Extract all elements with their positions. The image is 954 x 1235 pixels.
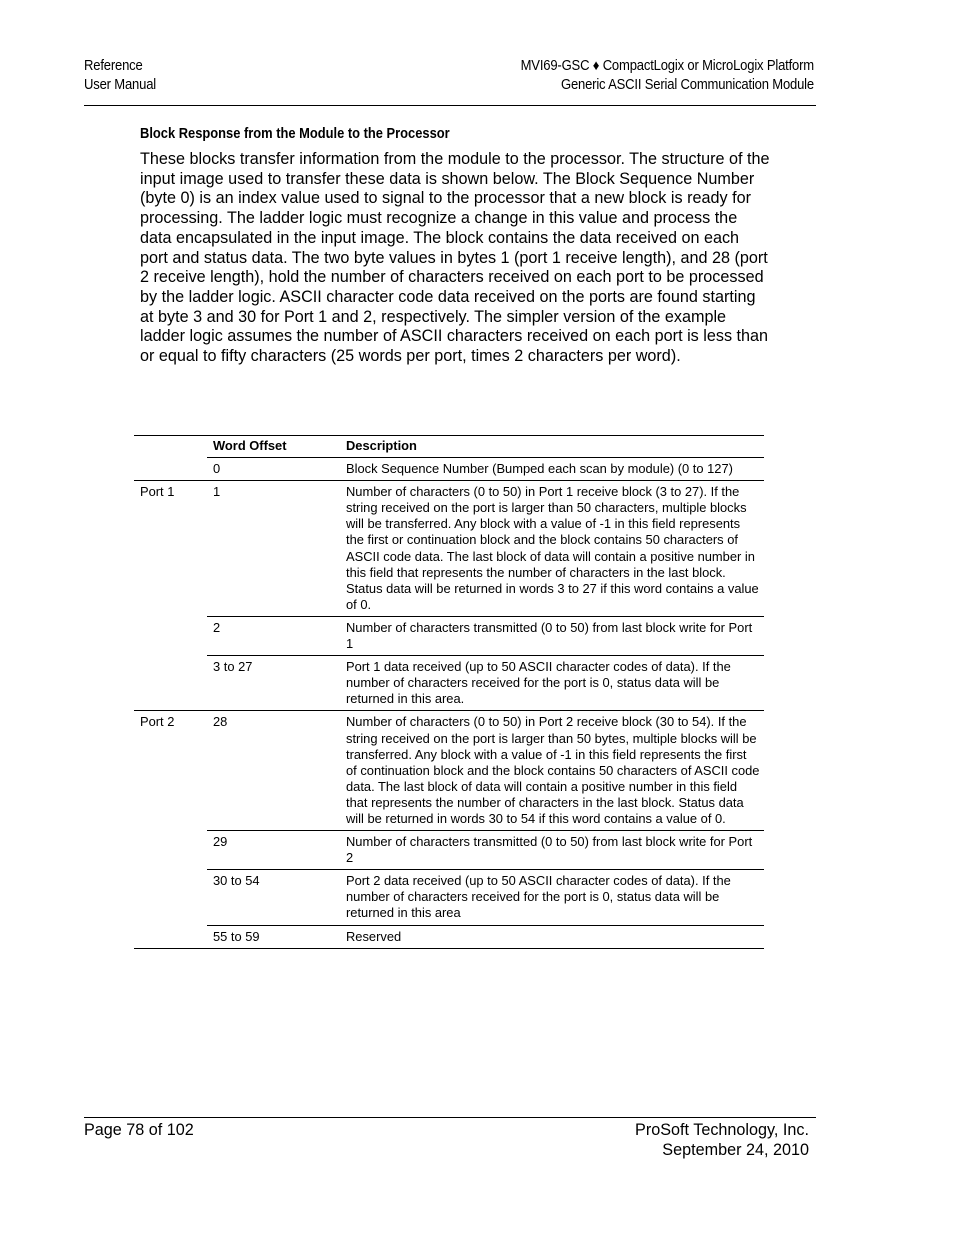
row-offset: 30 to 54 <box>207 870 340 925</box>
section-title: Block Response from the Module to the Processor <box>140 125 450 142</box>
header-product-title: MVI69-GSC ♦ CompactLogix or MicroLogix Platform <box>520 58 814 74</box>
header-word-offset: Word Offset <box>207 436 340 458</box>
row-group <box>134 831 207 870</box>
table-row <box>134 458 764 481</box>
row-offset: 3 to 27 <box>207 656 340 711</box>
row-description: Number of characters (0 to 50) in Port 2 receive block (30 to 54). If the string received on the port is larger than 50 bytes, multiple blocks will be transferred. Any block with a value of -1 in this field represents the first of continuation block and the block contains 50 characters of ASCII code data. The last block of data will contain a positive number in this field that represents the number of characters in the last block. Status data will be returned in words 30 to 54 if this word contains a value of 0. <box>340 711 764 831</box>
table-row <box>134 656 764 711</box>
row-offset: 2 <box>207 616 340 655</box>
page-number: Page 78 of 102 <box>84 1121 194 1139</box>
row-group <box>134 656 207 711</box>
row-description: Number of characters transmitted (0 to 50) from last block write for Port 2 <box>340 831 764 870</box>
row-description: Port 1 data received (up to 50 ASCII character codes of data). If the number of characters received for the port is 0, status data will be returned in this area. <box>340 656 764 711</box>
row-offset: 28 <box>207 711 340 831</box>
intro-paragraph: These blocks transfer information from the module to the processor. The structure of the input image used to transfer these data is shown below. The Block Sequence Number (byte 0) is an index value used to signal to the processor that a new block is ready for processing. The ladder logic must recognize a change in this value and process the data encapsulated in the input image. The block contains the data received on each port and status data. The two byte values in bytes 1 (port 1 receive length), and 28 (port 2 receive length), hold the number of characters received on each port to be processed by the ladder logic. ASCII character code data received on the ports are found starting at byte 3 and 30 for Port 1 and 2, respectively. The simpler version of the example ladder logic assumes the number of ASCII characters received on each port is less than or equal to fifty characters (25 words per port, times 2 characters per word). <box>140 150 770 366</box>
header-manual-label: User Manual <box>84 77 156 93</box>
row-description: Block Sequence Number (Bumped each scan by module) (0 to 127) <box>340 458 764 481</box>
row-group: Port 1 <box>134 481 207 617</box>
row-offset: 0 <box>207 458 340 481</box>
header-section-label: Reference <box>84 58 143 74</box>
header-product-subtitle: Generic ASCII Serial Communication Module <box>560 77 814 93</box>
row-description: Number of characters transmitted (0 to 50) from last block write for Port 1 <box>340 616 764 655</box>
header-description: Description <box>340 436 764 458</box>
row-description: Number of characters (0 to 50) in Port 1 receive block (3 to 27). If the string received on the port is larger than 50 characters, multiple blocks will be transferred. Any block with a value of -1 in this field represents the first or continuation block and the block contains 50 characters of ASCII code data. The last block of data will contain a positive number in this field that represents the number of characters in the last block. Status data will be returned in words 3 to 27 if this word contains a value of 0. <box>340 481 764 617</box>
footer-right <box>635 1120 809 1160</box>
row-offset: 29 <box>207 831 340 870</box>
table-row <box>134 481 764 617</box>
table-row <box>134 925 764 948</box>
row-group <box>134 870 207 925</box>
table-row <box>134 870 764 925</box>
header-group <box>134 436 207 458</box>
row-offset: 55 to 59 <box>207 925 340 948</box>
row-description: Reserved <box>340 925 764 948</box>
footer-divider <box>84 1117 816 1118</box>
company-name: ProSoft Technology, Inc. <box>635 1121 809 1139</box>
input-image-table <box>134 435 764 949</box>
header-divider <box>84 105 816 106</box>
header-right <box>521 57 814 95</box>
table-row <box>134 616 764 655</box>
header-left <box>84 57 156 95</box>
row-offset: 1 <box>207 481 340 617</box>
table-row <box>134 831 764 870</box>
table-header-row <box>134 436 764 458</box>
row-group <box>134 458 207 481</box>
row-description: Port 2 data received (up to 50 ASCII character codes of data). If the number of characters received for the port is 0, status data will be returned in this area <box>340 870 764 925</box>
row-group: Port 2 <box>134 711 207 831</box>
publication-date: September 24, 2010 <box>662 1141 809 1159</box>
row-group <box>134 616 207 655</box>
row-group <box>134 925 207 948</box>
table-row <box>134 711 764 831</box>
